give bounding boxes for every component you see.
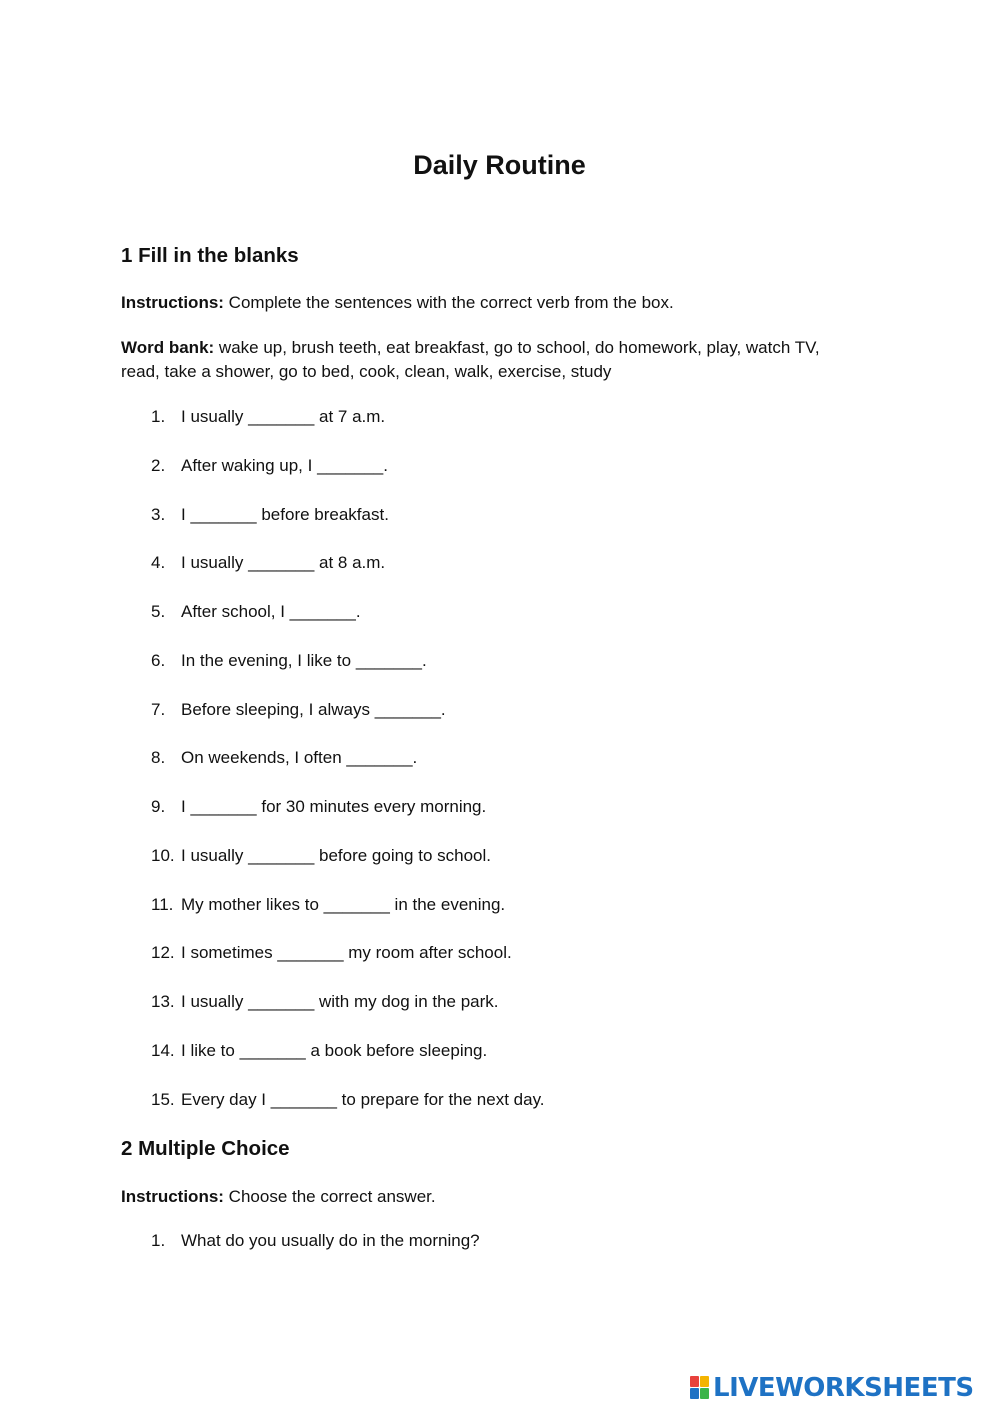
multiple-choice-list — [151, 1229, 480, 1278]
item-text: I _______ before breakfast. — [181, 504, 389, 524]
item-number: 2. — [151, 455, 166, 475]
item-number: 7. — [151, 699, 166, 719]
word-bank-label: Word bank: — [121, 338, 215, 357]
item-text: I _______ for 30 minutes every morning. — [181, 797, 487, 816]
item-text: Every day I _______ to prepare for the next day. — [181, 1089, 545, 1109]
list-item — [151, 600, 545, 649]
list-item — [151, 454, 545, 503]
item-text: After waking up, I _______. — [181, 455, 388, 475]
item-text: Before sleeping, I always _______. — [181, 699, 446, 719]
list-item — [151, 893, 545, 942]
item-number: 1. — [151, 407, 166, 426]
fill-in-list — [151, 405, 545, 1136]
item-text: After school, I _______. — [181, 602, 361, 621]
item-number: 1. — [151, 1231, 166, 1250]
section-1-heading: 1 Fill in the blanks — [121, 244, 299, 267]
item-number: 11. — [151, 894, 174, 914]
item-text: In the evening, I like to _______. — [181, 650, 427, 670]
list-item — [151, 649, 545, 698]
list-item — [151, 844, 545, 893]
instructions-label: Instructions: — [121, 1187, 224, 1206]
instructions-label: Instructions: — [121, 293, 224, 312]
liveworksheets-logo-icon — [690, 1376, 710, 1400]
item-text: I usually _______ with my dog in the park. — [181, 992, 499, 1011]
item-text: I usually _______ at 7 a.m. — [181, 407, 386, 426]
item-text: I usually _______ at 8 a.m. — [181, 553, 386, 573]
item-number: 15. — [151, 1089, 175, 1109]
page-title: Daily Routine — [413, 150, 586, 180]
instructions-text: Choose the correct answer. — [223, 1187, 436, 1206]
item-text: On weekends, I often _______. — [181, 748, 418, 768]
item-number: 10. — [151, 845, 175, 865]
item-number: 6. — [151, 650, 166, 670]
list-item — [151, 551, 545, 600]
word-bank-text: wake up, brush teeth, eat breakfast, go to school, do homework, play, watch TV, read, take a shower, go to bed, cook, clean, walk, exercise, study — [121, 338, 820, 381]
item-number: 8. — [151, 748, 166, 768]
section-1-instructions — [121, 291, 861, 315]
list-item — [151, 990, 545, 1039]
word-bank — [121, 336, 861, 384]
list-item — [151, 405, 545, 454]
item-text: I sometimes _______ my room after school. — [181, 943, 512, 963]
item-number: 13. — [151, 992, 175, 1011]
list-item — [151, 698, 545, 747]
section-2-instructions — [121, 1185, 861, 1209]
item-number: 9. — [151, 797, 166, 816]
item-number: 14. — [151, 1040, 175, 1060]
item-text: What do you usually do in the morning? — [181, 1231, 480, 1250]
list-item — [151, 746, 545, 795]
item-text: I like to _______ a book before sleeping. — [181, 1040, 488, 1060]
logo-text: LIVEWORKSHEETS — [713, 1373, 974, 1403]
instructions-text: Complete the sentences with the correct verb from the box. — [223, 293, 674, 312]
list-item — [151, 503, 545, 552]
item-number: 4. — [151, 553, 166, 573]
list-item — [151, 1039, 545, 1088]
list-item — [151, 1088, 545, 1137]
item-number: 5. — [151, 602, 166, 621]
item-text: I usually _______ before going to school. — [181, 845, 492, 865]
liveworksheets-logo — [690, 1373, 974, 1403]
section-2-heading: 2 Multiple Choice — [121, 1137, 290, 1160]
item-text: My mother likes to _______ in the evening. — [181, 894, 506, 914]
list-item — [151, 941, 545, 990]
item-number: 12. — [151, 943, 175, 963]
item-number: 3. — [151, 504, 166, 524]
list-item — [151, 795, 545, 844]
list-item — [151, 1229, 480, 1278]
